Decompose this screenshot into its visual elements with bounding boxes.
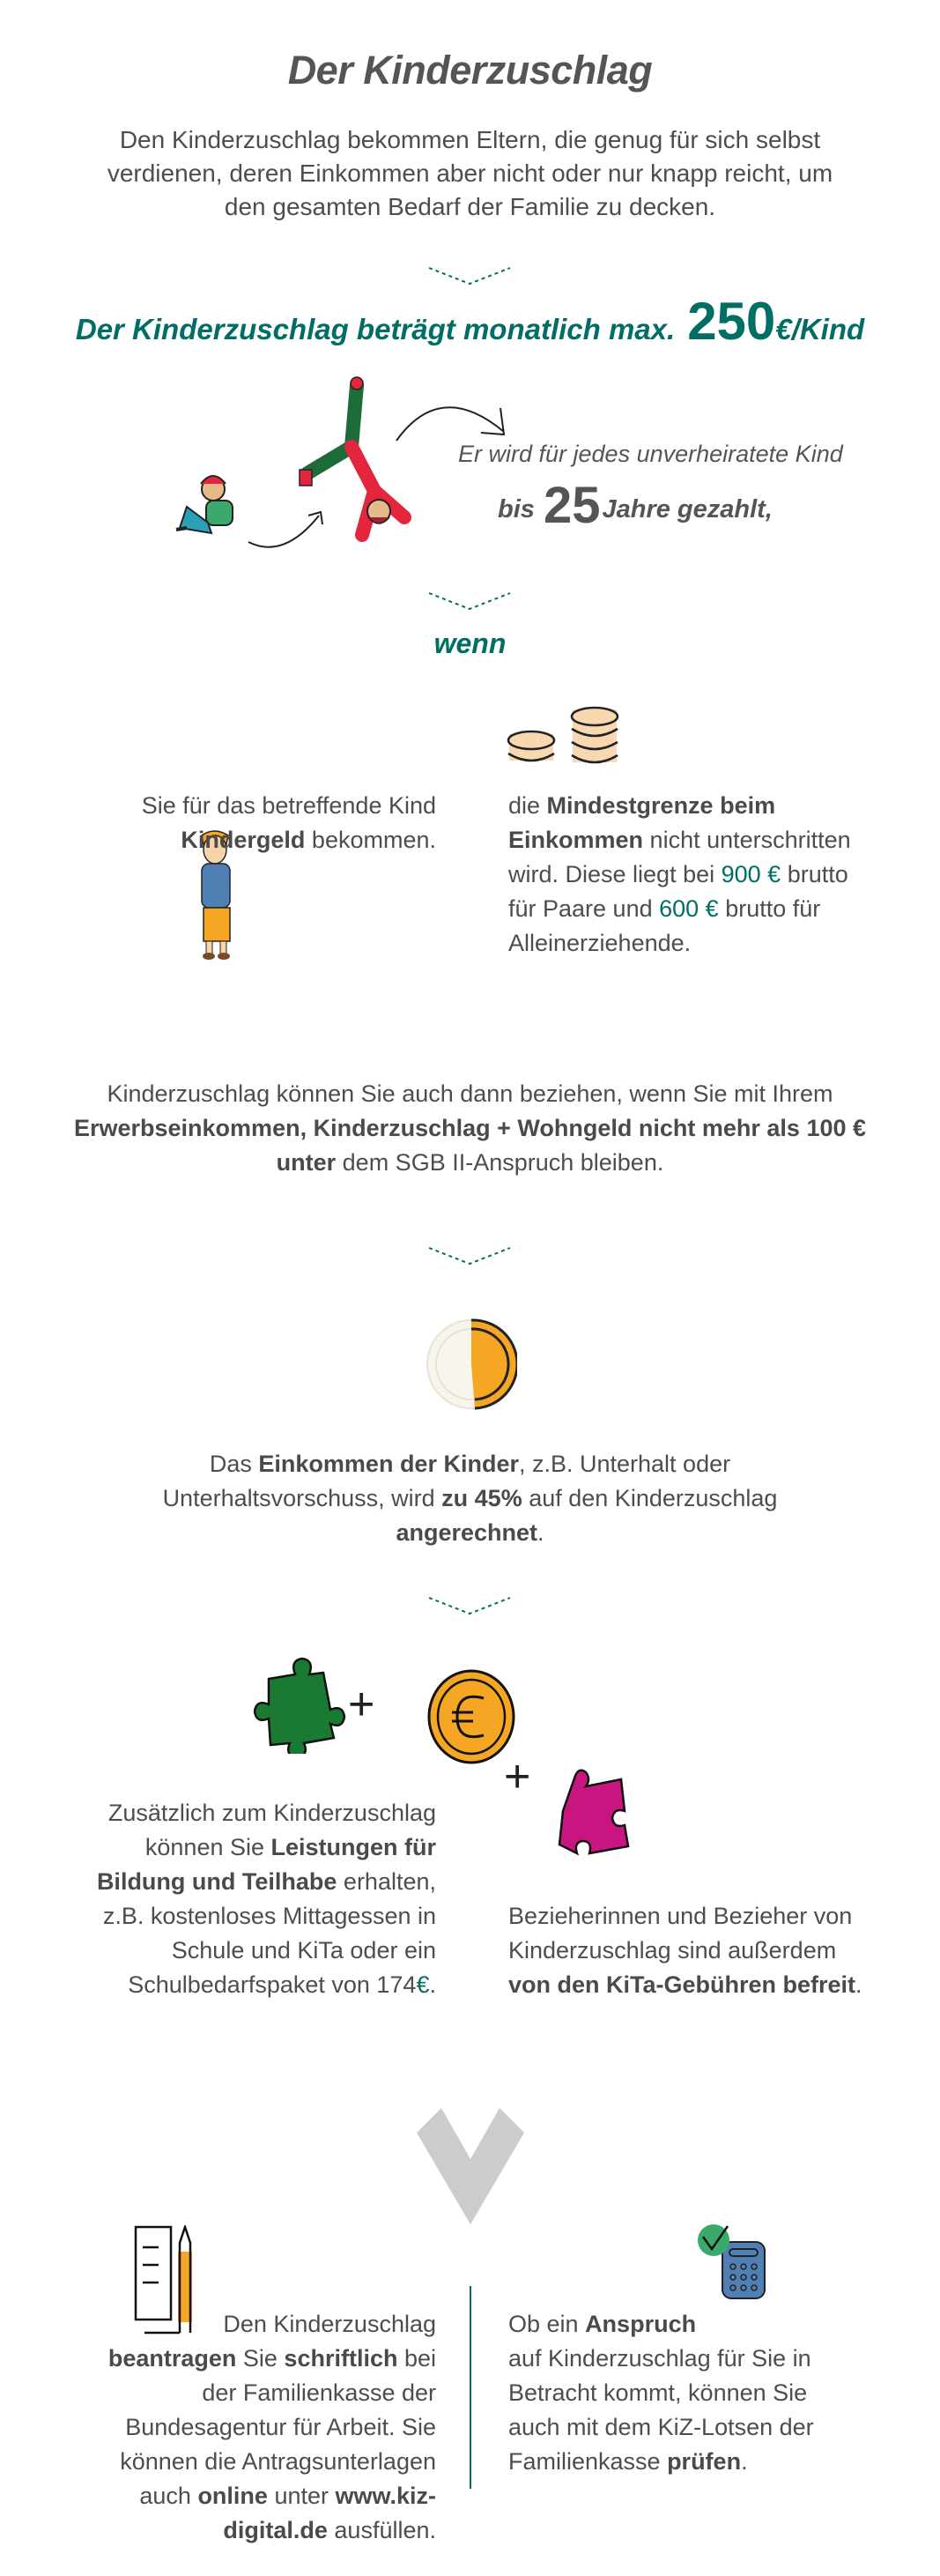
application-text (93, 2307, 436, 2548)
eligibility-check-text (508, 2307, 861, 2479)
intro-text: Den Kinderzuschlag bekommen Eltern, die genug für sich selbst verdienen, deren Einkommen aber nicht oder nur knapp reicht, um den gesamten Bedarf der Familie zu decken. (107, 126, 833, 220)
text: dem SGB II-Anspruch bleiben. (336, 1149, 664, 1176)
text: Bezieherinnen und Bezieher von Kinderzuschlag sind außerdem (508, 1903, 853, 1964)
bold-text: Leistungen für Bildung und Teilhabe (96, 1834, 436, 1895)
bold-text: Anspruch (585, 2311, 697, 2337)
text: erhalten, z.B. kostenloses Mittagessen in Schule und KiTa oder ein Schulbedarfspaket von 174 (102, 1868, 436, 1998)
condition-kindergeld (88, 789, 436, 857)
vertical-divider (470, 2286, 471, 2489)
amount-couples: 900 € (721, 861, 781, 887)
green-puzzle-piece-icon (251, 1657, 348, 1754)
amount-100: 100 € (806, 1115, 867, 1141)
bold-text: schriftlich (284, 2345, 398, 2372)
website-link[interactable]: www.kiz-digital.de (223, 2483, 436, 2543)
plus-sign: + (348, 1679, 375, 1730)
amount-value: 250 (687, 292, 776, 351)
bold-text: unter (276, 1149, 337, 1176)
age-prefix: bis (498, 495, 535, 523)
text: Kinderzuschlag können Sie auch dann beziehen, wenn Sie mit Ihrem (107, 1080, 833, 1107)
text: ausfüllen. (327, 2517, 436, 2543)
bold-text: beantragen (107, 2345, 237, 2372)
text: nicht unterschritten wird. Diese liegt bei (508, 827, 851, 887)
age-suffix: Jahre gezahlt, (602, 495, 773, 523)
bold-text: von den KiTa-Gebühren befreit (508, 1971, 856, 1998)
bold-text: Einkommen der Kinder (258, 1451, 519, 1477)
text: Ob ein (508, 2311, 586, 2337)
bold-text: Erwerbseinkommen, Kinderzuschlag + Wohngeld nicht mehr als (73, 1115, 800, 1141)
text: . (537, 1519, 544, 1546)
bold-text: zu 45% (441, 1485, 522, 1511)
dotted-chevron-icon (426, 586, 514, 612)
text: brutto für Paare und (508, 861, 848, 922)
pink-puzzle-piece-icon (551, 1767, 639, 1860)
text: Das (209, 1451, 259, 1477)
calculator-check-icon (696, 2223, 766, 2300)
bold-text: Kindergeld (181, 827, 306, 853)
bold-text: prüfen (667, 2448, 742, 2475)
bold-text: Mindestgrenze beim Einkommen (508, 792, 776, 853)
dotted-chevron-icon (426, 1241, 514, 1267)
bold-text: online (197, 2483, 268, 2509)
text: Sie für das betreffende Kind (141, 792, 436, 819)
text: Zusätzlich zum Kinderzuschlag können Sie (107, 1800, 436, 1860)
chevron-down-icon (417, 2108, 524, 2224)
text: auf den Kinderzuschlag (522, 1485, 778, 1511)
euro-sign: € (416, 1971, 430, 1998)
page-title: Der Kinderzuschlag (287, 48, 653, 93)
amount-unit: €/Kind (775, 313, 865, 345)
text: auf Kinderzuschlag für Sie in Betracht kommt, können Sie auch mit dem KiZ-Lotsen der Familienkasse (508, 2345, 814, 2475)
text: . (741, 2448, 748, 2475)
age-line-2 (498, 476, 773, 535)
conditions-heading: wenn (433, 627, 507, 659)
condition-mindestgrenze (508, 789, 861, 961)
half-coin-icon (426, 1318, 517, 1411)
text: unter (267, 2483, 336, 2509)
text: . (855, 1971, 862, 1998)
dotted-chevron-icon (426, 1591, 514, 1617)
text: bei der Familienkasse der Bundesagentur für Arbeit. Sie können die Antragsunterlagen auch (120, 2345, 436, 2509)
sitting-child-icon (176, 476, 233, 533)
sgb-paragraph (62, 1077, 878, 1180)
cartwheel-child-icon (300, 377, 404, 535)
bold-text: angerechnet (396, 1519, 538, 1546)
kita-fees-text (508, 1899, 878, 2002)
text: Den Kinderzuschlag (223, 2311, 436, 2337)
age-value: 25 (543, 477, 601, 534)
coin-stack-icon (502, 701, 625, 771)
amount-prefix: Der Kinderzuschlag beträgt monatlich max. (75, 313, 676, 345)
text: die (508, 792, 547, 819)
text: Sie (236, 2345, 285, 2372)
age-line-1: Er wird für jedes unverheiratete Kind (458, 441, 843, 467)
plus-sign: + (504, 1751, 531, 1802)
amount-single-parents: 600 € (659, 895, 719, 922)
education-benefits-text (84, 1796, 436, 2002)
text: brutto für Alleinerziehende. (508, 895, 821, 956)
dotted-chevron-icon (426, 261, 514, 287)
child-income-paragraph (141, 1447, 799, 1550)
text: , z.B. Unterhalt oder Unterhaltsvorschuss, wird (162, 1451, 731, 1511)
text: bekommen. (305, 827, 436, 853)
text: . (429, 1971, 436, 1998)
amount-headline (0, 291, 940, 352)
